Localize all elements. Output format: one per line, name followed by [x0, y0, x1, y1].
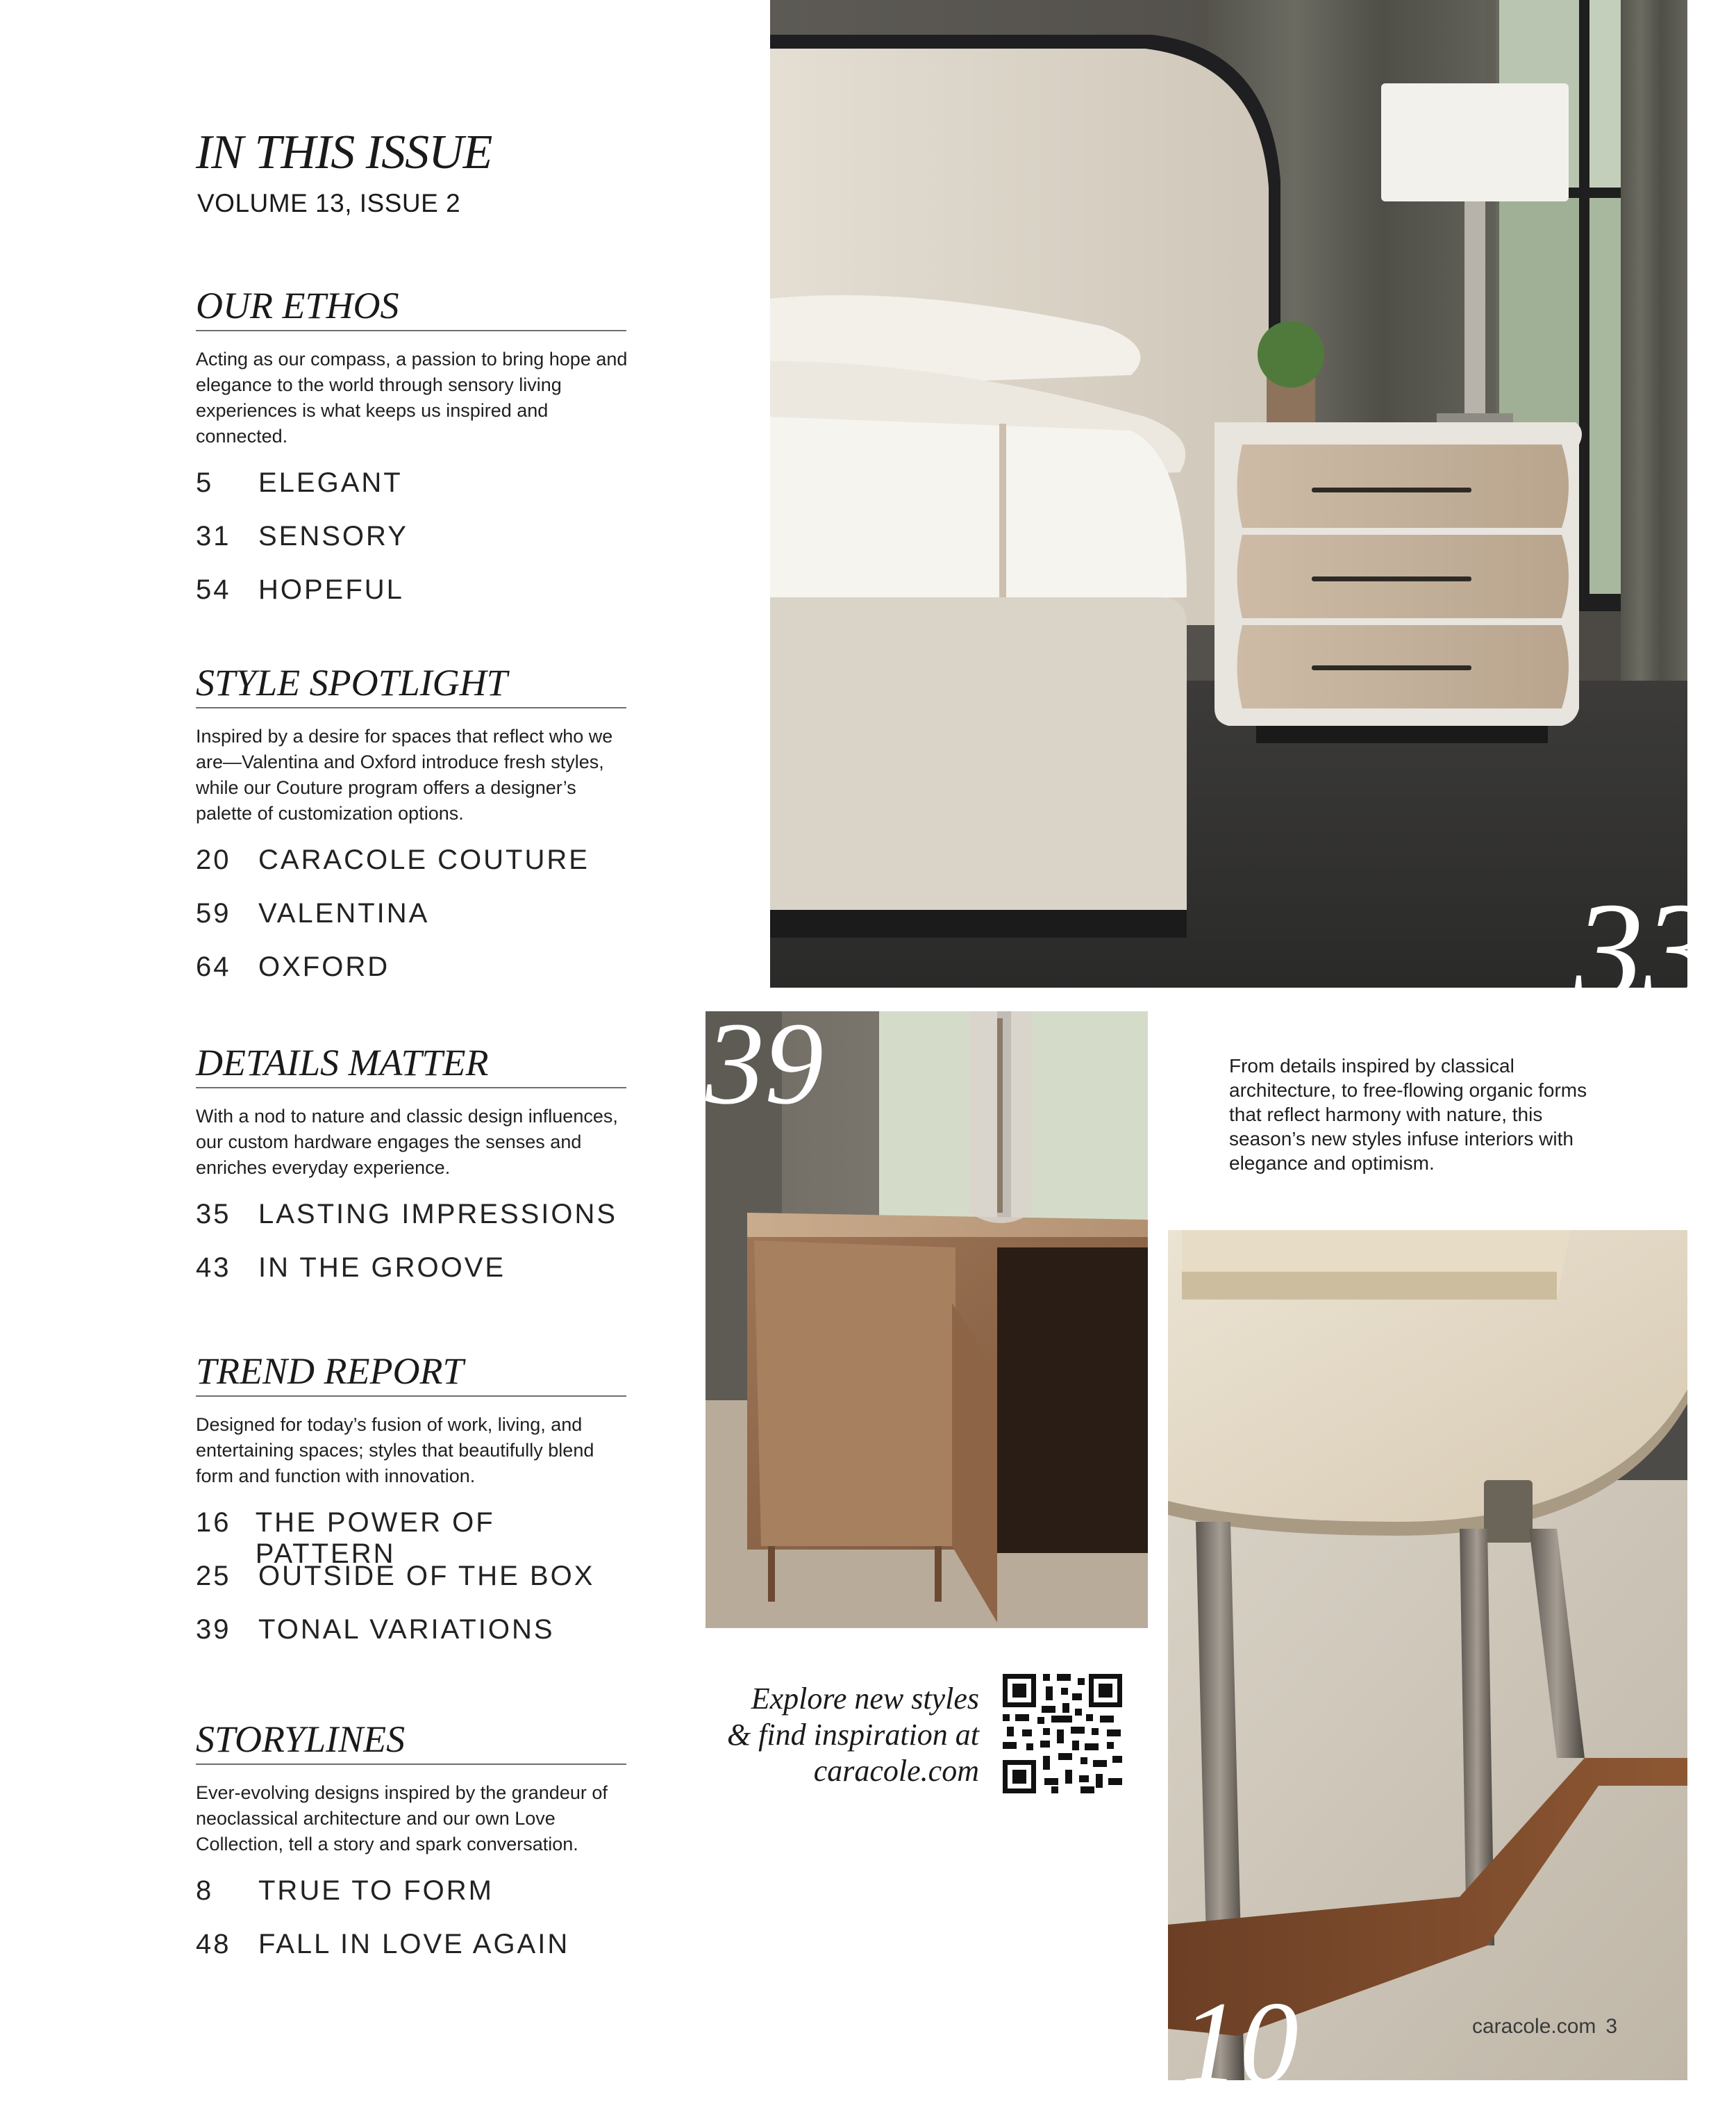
section-heading: OUR ETHOS [196, 286, 626, 331]
issue-volume: VOLUME 13, ISSUE 2 [197, 189, 461, 217]
explore-link[interactable]: caracole.com [813, 1754, 979, 1788]
toc-entry[interactable] [196, 898, 626, 952]
entry-page-number: 48 [196, 1928, 231, 1959]
section-description: Inspired by a desire for spaces that reflect who we are—Valentina and Oxford introduce fresh styles, while our Couture program offers a designer’s palette of customization options. [196, 725, 613, 824]
entry-title: VALENTINA [258, 897, 430, 929]
entry-page-number: 64 [196, 951, 231, 982]
entry-page-number: 25 [196, 1560, 231, 1591]
section-details-matter [196, 1043, 626, 1306]
section-our-ethos [196, 286, 626, 628]
section-description: Ever-evolving designs inspired by the grandeur of neoclassical architecture and our own Love Collection, tell a story and spark conversation. [196, 1782, 608, 1854]
entry-title: ELEGANT [258, 467, 403, 498]
entry-title: LASTING IMPRESSIONS [258, 1198, 618, 1229]
section-heading: STYLE SPOTLIGHT [196, 663, 626, 708]
toc-entry[interactable] [196, 1929, 626, 1982]
entry-page-number: 20 [196, 844, 231, 875]
entry-list [196, 467, 626, 628]
entry-page-number: 31 [196, 520, 231, 551]
entry-list [196, 1507, 626, 1668]
entry-page-number: 35 [196, 1198, 231, 1229]
toc-entry[interactable] [196, 1561, 626, 1614]
explore-line-1: Explore new styles [751, 1682, 979, 1716]
entry-title: TONAL VARIATIONS [258, 1613, 555, 1645]
toc-entry[interactable] [196, 952, 626, 1005]
entry-list [196, 1199, 626, 1306]
page-footer [1472, 2015, 1617, 2039]
page-number-10: 10 [1180, 1977, 1299, 2108]
toc-entry[interactable] [196, 1507, 626, 1569]
issue-summary-text: From details inspired by classical architecture, to free-flowing organic forms that reflect harmony with nature, this season’s new styles infuse interiors with elegance and optimism. [1229, 1055, 1587, 1174]
entry-title: OUTSIDE OF THE BOX [258, 1560, 595, 1591]
page-number-39: 39 [706, 998, 824, 1129]
entry-title: SENSORY [258, 520, 408, 551]
toc-entry[interactable] [196, 1199, 626, 1252]
section-style-spotlight [196, 663, 626, 1005]
section-trend-report [196, 1352, 626, 1668]
toc-entry[interactable] [196, 845, 626, 898]
toc-entry[interactable] [196, 1252, 626, 1306]
entry-title: CARACOLE COUTURE [258, 844, 590, 875]
entry-title: THE POWER OF PATTERN [255, 1507, 495, 1569]
explore-cta [687, 1681, 979, 1789]
toc-entry[interactable] [196, 467, 626, 521]
footer-page-number: 3 [1605, 2015, 1618, 2038]
section-description: With a nod to nature and classic design influences, our custom hardware engages the senses and enriches everyday experience. [196, 1105, 618, 1178]
entry-title: FALL IN LOVE AGAIN [258, 1928, 570, 1959]
entry-page-number: 43 [196, 1252, 231, 1283]
toc-entry[interactable] [196, 1875, 626, 1929]
entry-page-number: 59 [196, 897, 231, 929]
entry-list [196, 1875, 626, 1982]
entry-list [196, 845, 626, 1005]
section-heading: STORYLINES [196, 1720, 626, 1765]
entry-title: HOPEFUL [258, 574, 404, 605]
entry-title: OXFORD [258, 951, 390, 982]
section-heading: TREND REPORT [196, 1352, 626, 1397]
cabinet-photo[interactable] [706, 998, 1148, 1628]
entry-page-number: 5 [196, 467, 214, 498]
toc-entry[interactable] [196, 521, 626, 574]
entry-page-number: 54 [196, 574, 231, 605]
section-storylines [196, 1720, 626, 1982]
qr-code-icon[interactable] [1003, 1674, 1122, 1793]
entry-title: IN THE GROOVE [258, 1252, 506, 1283]
entry-title: TRUE TO FORM [258, 1875, 494, 1906]
section-heading: DETAILS MATTER [196, 1043, 626, 1088]
toc-entry[interactable] [196, 574, 626, 628]
page-number-33: 33 [1574, 874, 1713, 1028]
section-description: Designed for today’s fusion of work, living, and entertaining spaces; styles that beautifully blend form and function with innovation. [196, 1413, 594, 1486]
footer-site-link[interactable]: caracole.com [1472, 2015, 1596, 2038]
toc-entry[interactable] [196, 1614, 626, 1668]
section-description: Acting as our compass, a passion to bring hope and elegance to the world through sensory living experiences is what keeps us inspired and connected. [196, 348, 628, 447]
side-table-photo[interactable] [1168, 1230, 1687, 2108]
entry-page-number: 8 [196, 1875, 214, 1906]
bedroom-photo[interactable] [770, 0, 1713, 1028]
issue-title: IN THIS ISSUE [196, 126, 492, 179]
entry-page-number: 16 [196, 1507, 231, 1538]
explore-line-2: & find inspiration at [726, 1718, 979, 1752]
entry-page-number: 39 [196, 1613, 231, 1645]
